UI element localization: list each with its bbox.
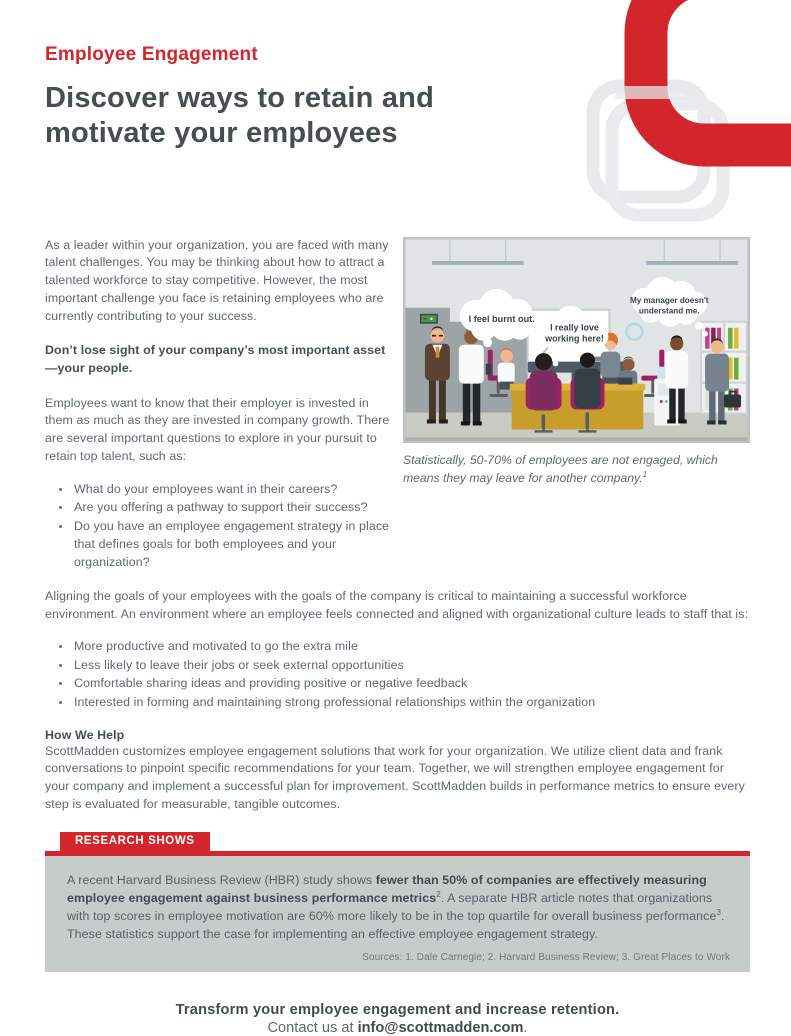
bubble-right-line2: understand me. (638, 305, 700, 315)
list-item: • Are you offering a pathway to support their success? (72, 499, 391, 517)
list-item: • What do your employees want in their careers? (72, 481, 391, 499)
list-item: • Less likely to leave their jobs or seek external opportunities (72, 657, 750, 675)
alignment-section (45, 588, 750, 813)
list-item: • Do you have an employee engagement strategy in place that defines goals for both employees and your organization? (72, 518, 391, 571)
intro-columns (45, 237, 750, 573)
office-illustration (404, 238, 749, 442)
footer-contact-line (45, 1020, 750, 1036)
how-we-help-paragraph: ScottMadden customizes employee engagement solutions that work for your organization. We utilize client data and frank conversations to pinpoint specific recommendations for your team. Together, we will strengthen employee engagement for your company and implement a successful plan for improvement. ScottMadden builds in performance metrics to ensure every step is evaluated for measurable, tangible outcomes. (45, 743, 745, 811)
research-box (45, 856, 750, 973)
sources-line: Sources: 1. Dale Carnegie; 2. Harvard Business Review; 3. Great Places to Work (362, 952, 730, 964)
footer-contact-suffix: . (523, 1020, 528, 1036)
list-item: • More productive and motivated to go the extra mile (72, 638, 750, 656)
research-seg1: A recent Harvard Business Review (HBR) study shows (67, 872, 376, 887)
career-questions-list (45, 481, 391, 572)
contact-email-link[interactable]: info@scottmadden.com (357, 1020, 524, 1036)
research-seg4: . These statistics support the case for implementing an effective employee engagement strategy. (67, 909, 725, 942)
footer-cta-headline: Transform your employee engagement and increase retention. (175, 1002, 620, 1019)
title-line-2: motivate your employees (45, 116, 398, 149)
intro-text-column (45, 237, 391, 573)
research-section (45, 831, 750, 973)
figure-caption-footnote: 1 (642, 470, 648, 480)
list-item: • Comfortable sharing ideas and providing positive or negative feedback (72, 675, 750, 693)
research-footnote-2: 2 (436, 889, 441, 899)
alignment-benefits-list (45, 638, 750, 712)
title-line-1: Discover ways to retain and (45, 82, 434, 114)
research-bold-claim: fewer than 50% of companies are effectively measuring employee engagement against business performance metrics (67, 872, 707, 905)
research-shows-tab: RESEARCH SHOWS (60, 832, 210, 851)
bubble-center-line1: I really love (550, 322, 599, 333)
intro-paragraph-2: Employees want to know that their employer is invested in them as much as they are invested in company growth. There are several important questions to explore in your pursuit to retain top talent, such as: (45, 395, 390, 463)
bubble-left-text: I feel burnt out. (468, 313, 535, 324)
alignment-paragraph: Aligning the goals of your employees with the goals of the company is critical to maintaining a successful workforce environment. An environment where an employee feels connected and aligned with organizational culture leads to staff that is: (45, 589, 749, 622)
footer-cta (45, 1002, 750, 1036)
callout-text: Don’t lose sight of your company’s most important asset—your people. (45, 343, 386, 375)
figure-caption-text: Statistically, 50-70% of employees are not engaged, which means they may leave for another company. (403, 453, 718, 486)
intro-paragraph: As a leader within your organization, you are faced with many talent challenges. You may be thinking about how to attract a talented workforce to stay competitive. However, the most important challenge you face is retaining employees who are currently contributing to your success. (45, 237, 389, 323)
laptop (618, 377, 632, 384)
figure-caption (403, 452, 750, 487)
research-seg3: . A separate HBR article notes that organizations with top scores in employee motivation are 60% more likely to be in the top quartile for overall business performance (67, 890, 717, 924)
eyebrow-heading: Employee Engagement (45, 44, 258, 65)
bubble-center-line2: working here! (545, 333, 604, 344)
research-footnote-3: 3 (716, 908, 722, 918)
bubble-right-line1: My manager doesn't (629, 295, 709, 305)
office-illustration-frame (403, 237, 750, 443)
research-paragraph (67, 871, 727, 944)
footer-contact-prefix: Contact us at (267, 1020, 358, 1036)
exit-sign (420, 313, 438, 323)
office-figure (403, 237, 750, 573)
list-item: • Interested in forming and maintaining strong professional relationships within the organization (72, 694, 750, 712)
page-title (45, 81, 515, 151)
how-we-help-heading: How We Help (45, 727, 125, 742)
ceiling-light-right (646, 261, 738, 265)
ceiling-light-left (432, 261, 524, 265)
